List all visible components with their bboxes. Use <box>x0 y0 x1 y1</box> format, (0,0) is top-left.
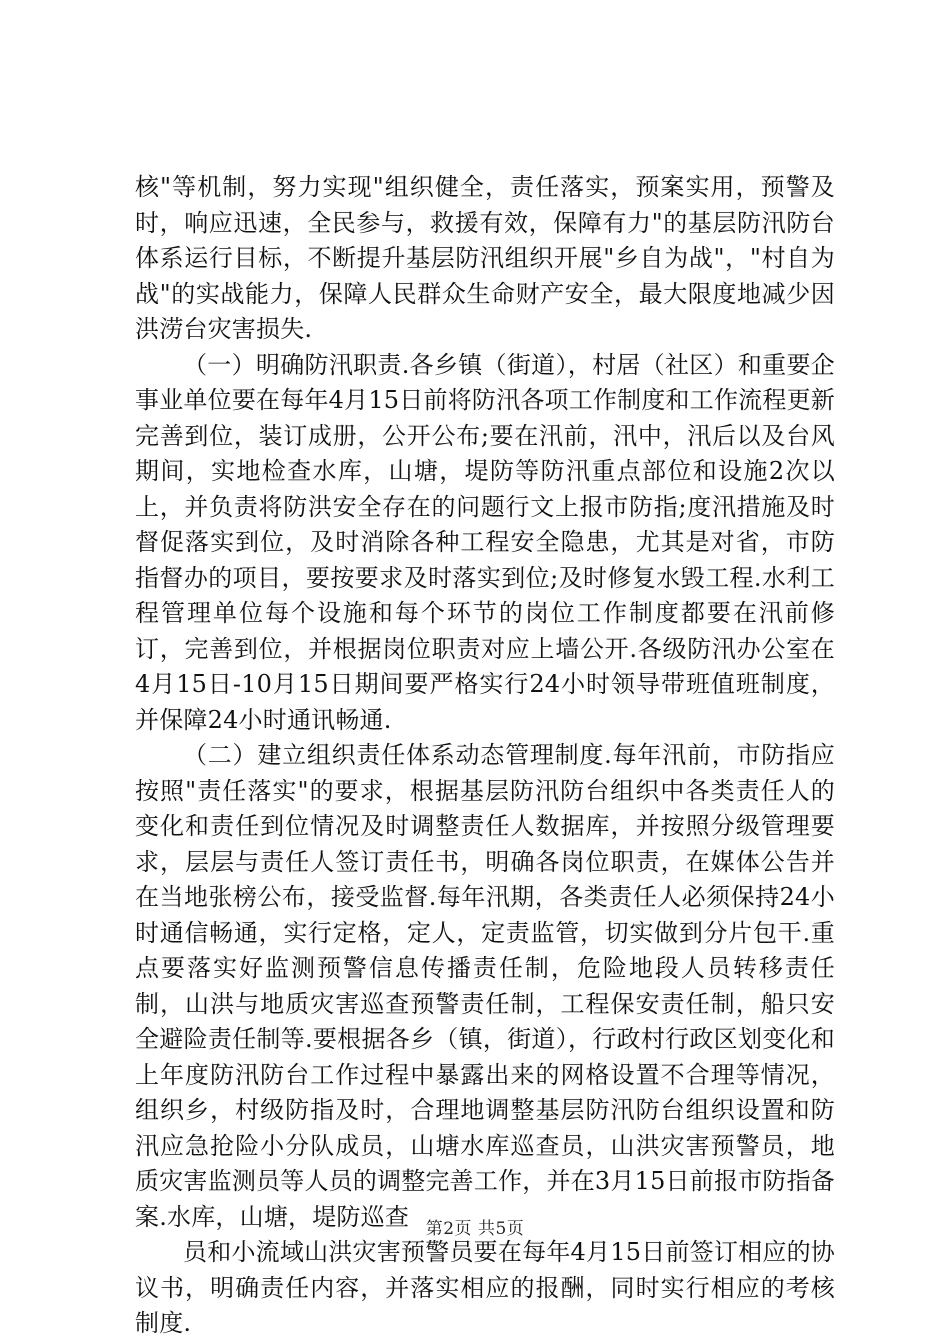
document-body <box>135 170 835 1342</box>
paragraph-closing: 员和小流域山洪灾害预警员要在每年4月15日前签订相应的协议书，明确责任内容，并落实相应的报酬，同时实行相应的考核制度. <box>135 1238 835 1337</box>
paragraph-section-two: （二）建立组织责任体系动态管理制度.每年汛前，市防指应按照"责任落实"的要求，根据基层防汛防台组织中各类责任人的变化和责任到位情况及时调整责任人数据库，并按照分级管理要求，层层与责任人签订责任书，明确各岗位职责，在媒体公告并在当地张榜公布，接受监督.每年汛期，各类责任人必须保持24小时通信畅通，实行定格，定人，定责监管，切实做到分片包干.重点要落实好监测预警信息传播责任制，危险地段人员转移责任制，山洪与地质灾害巡查预警责任制，工程保安责任制，船只安全避险责任制等.要根据各乡（镇，街道），行政村行政区划变化和上年度防汛防台工作过程中暴露出来的网格设置不合理等情况，组织乡，村级防指及时，合理地调整基层防汛防台组织设置和防汛应急抢险小分队成员，山塘水库巡查员，山洪灾害预警员，地质灾害监测员等人员的调整完善工作，并在3月15日前报市防指备案.水库，山塘，堤防巡查 <box>135 741 835 1231</box>
paragraph-section-one: （一）明确防汛职责.各乡镇（街道），村居（社区）和重要企事业单位要在每年4月15日前将防汛各项工作制度和工作流程更新完善到位，装订成册，公开公布;要在汛前，汛中，汛后以及台风期间，实地检查水库，山塘，堤防等防汛重点部位和设施2次以上，并负责将防洪安全存在的问题行文上报市防指;度汛措施及时督促落实到位，及时消除各种工程安全隐患，尤其是对省，市防指督办的项目，要按要求及时落实到位;及时修复水毁工程.水利工程管理单位每个设施和每个环节的岗位工作制度都要在汛前修订，完善到位，并根据岗位职责对应上墙公开.各级防汛办公室在4月15日-10月15日期间要严格实行24小时领导带班值班制度，并保障24小时通讯畅通. <box>135 350 835 734</box>
paragraph-continuation: 核"等机制，努力实现"组织健全，责任落实，预案实用，预警及时，响应迅速，全民参与，救援有效，保障有力"的基层防汛防台体系运行目标，不断提升基层防汛组织开展"乡自为战"，"村自为战"的实战能力，保障人民群众生命财产安全，最大限度地减少因洪涝台灾害损失. <box>135 173 835 343</box>
page-footer: 第2页 共5页 <box>425 1219 525 1239</box>
